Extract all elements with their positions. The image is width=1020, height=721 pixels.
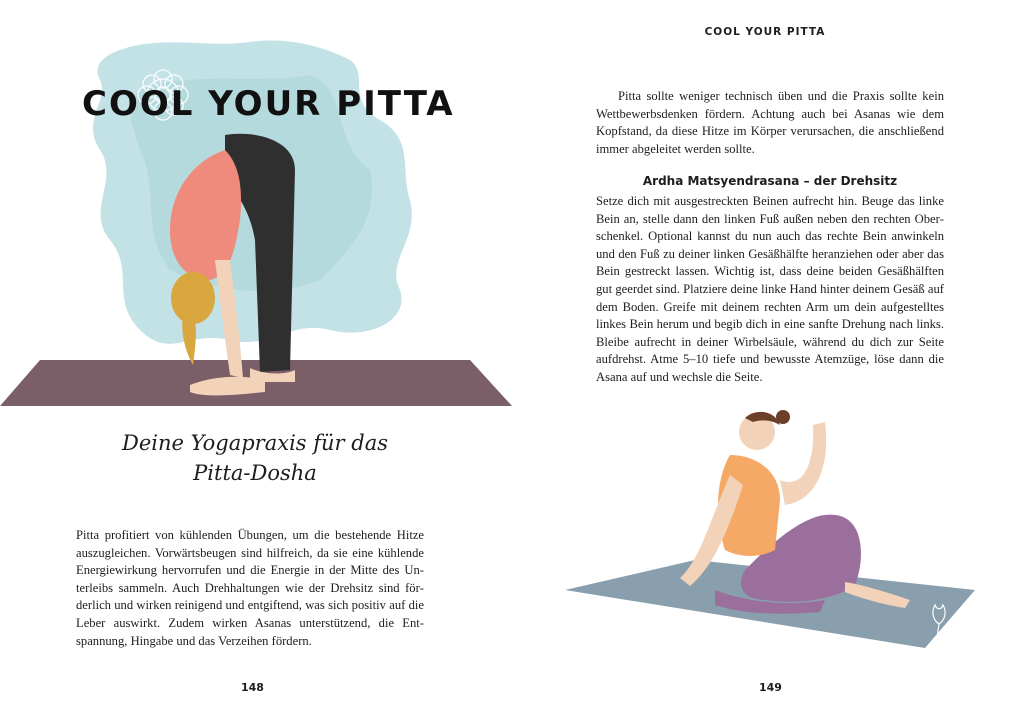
running-head: COOL YOUR PITTA [704, 26, 826, 38]
standing-forward-bend-illustration [155, 130, 305, 405]
script-subtitle-line2: Pitta-Dosha [193, 461, 317, 485]
pose-subheading: Ardha Matsyendrasana – der Drehsitz [642, 174, 898, 188]
script-subtitle-line1: Deine Yogapraxis für das [121, 431, 389, 455]
seated-twist-illustration [565, 400, 985, 660]
intro-paragraph: Pitta sollte weniger technisch üben und die Praxis sollte kein Wettbewerbsdenken fördern. Achtung auch bei Asanas wie dem Kopfstand, da diese Hitze im Körper verursachen, die anschließend immer abgeleitet werden sollte. [596, 89, 944, 156]
right-page [510, 0, 1020, 721]
chapter-title: COOL YOUR PITTA [82, 84, 455, 124]
script-subtitle [120, 428, 390, 488]
page-number-right: 149 [759, 681, 782, 694]
page-number-left: 148 [241, 681, 264, 694]
left-body-text: Pitta profitiert von kühlenden Übungen, um die bestehende Hitze auszugleichen. Vorwärtsbeugen sind hilfreich, da sie eine kühlende Energiewirkung hervorrufen und die Energie in der Mitte des Unterleibs sammeln. Auch Drehhaltungen wie der Drehsitz sind förderlich und wirken reinigend und entgiftend, was sich positiv auf die Leber auswirkt. Zudem wirken Asanas unterstützend, die Entspannung, Hingabe und das Verzeihen fördern. [76, 528, 424, 648]
pose-instructions: Setze dich mit ausgestreckten Beinen aufrecht hin. Beuge das linke Bein an, stelle dann den linken Fuß außen neben den rechten Oberschenkel. Optional kannst du nun auch das rechte Bein anwinkeln und den Fuß zu deiner linken Gesäßhälfte heranziehen oder aber das Bein gestreckt lassen. Wichtig ist, dass deine beiden Gesäßhälften gut geerdet sind. Platziere deine linke Hand hinter deinem Gesäß auf dem Boden. Greife mit deinem rechten Arm um dein aufgestelltes linkes Bein herum und begib dich in eine sanfte Drehung nach links. Bleibe aufrecht in deiner Wirbelsäule, während du dich zur Seite aufdrehst. Atme 5–10 tiefe und bewusste Atemzüge, löse dann die Asana auf und wechsle die Seite. [596, 194, 944, 384]
